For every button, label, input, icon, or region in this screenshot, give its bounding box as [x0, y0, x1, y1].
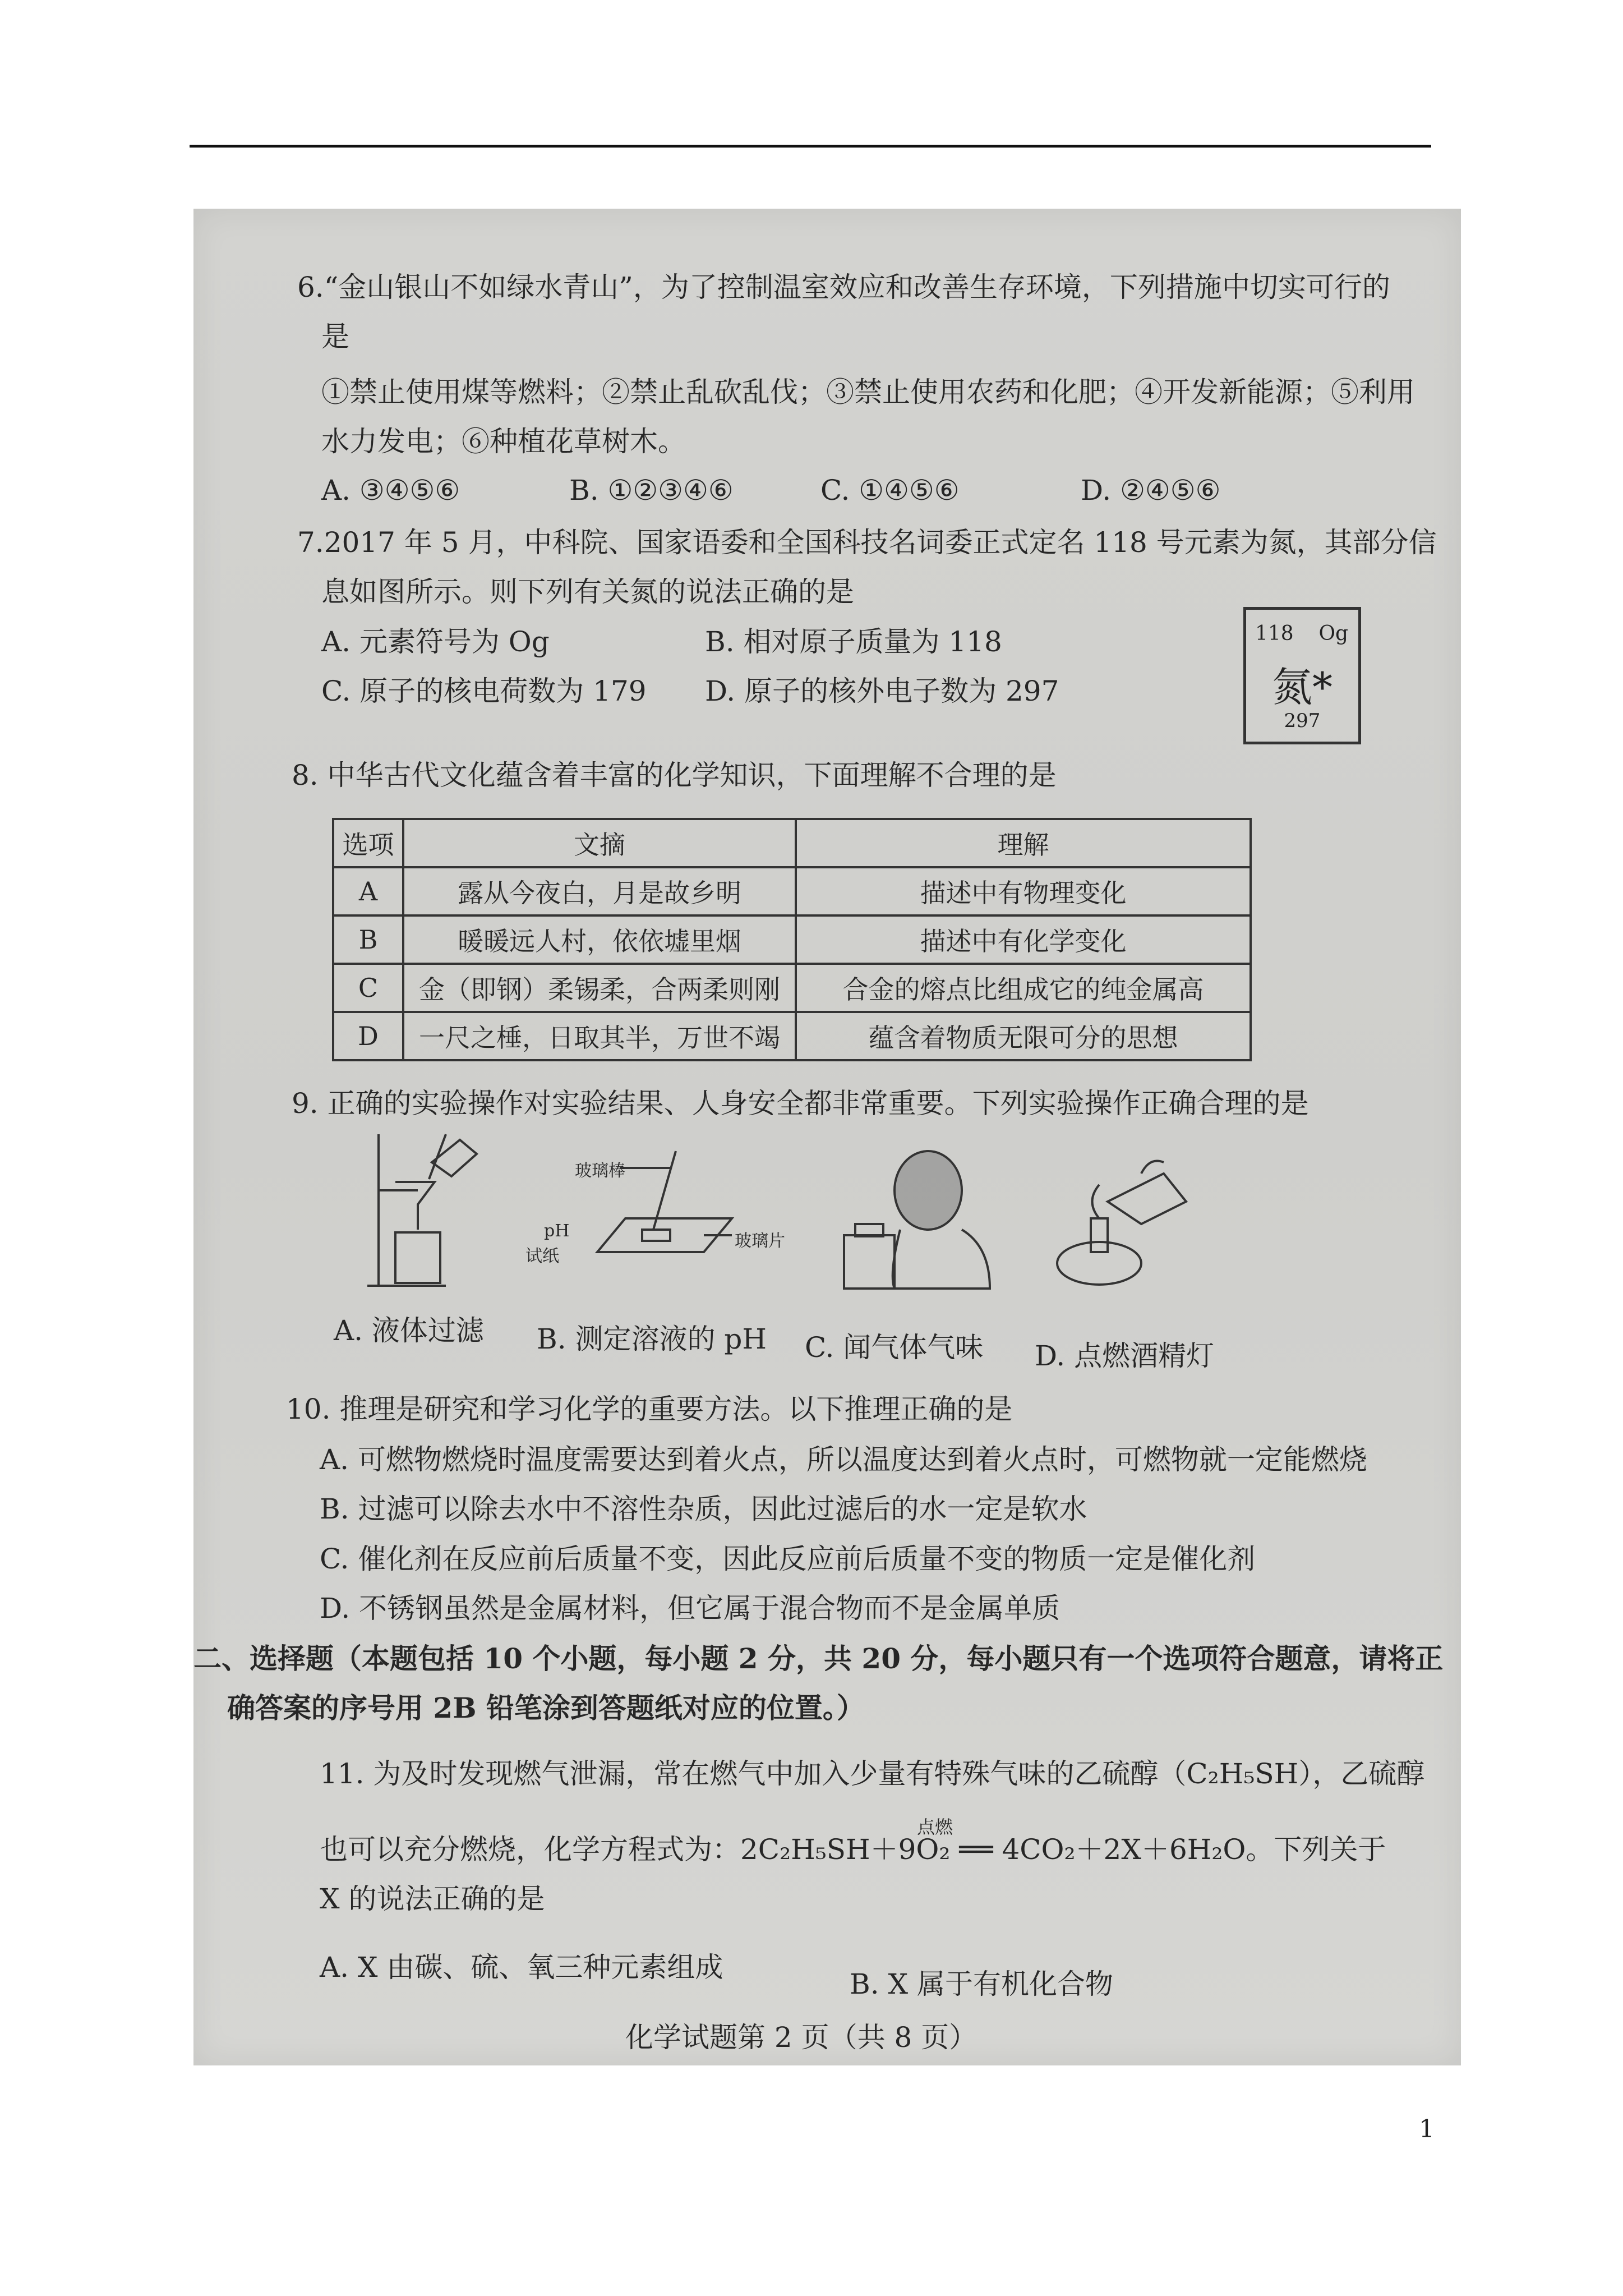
table-header: 文摘 [403, 819, 796, 867]
q6-line2: 是 [321, 320, 349, 353]
element-number: 118 [1255, 622, 1294, 645]
q6-line1: 6.“金山银山不如绿水青山”，为了控制温室效应和改善生存环境，下列措施中切实可行的 [297, 271, 1390, 303]
q6-line3: ①禁止使用煤等燃料；②禁止乱砍乱伐；③禁止使用农药和化肥；④开发新能源；⑤利用 [321, 376, 1415, 408]
smelling-gas-illustration [833, 1140, 995, 1291]
glass-rod-label: 玻璃棒 [575, 1161, 625, 1181]
q9-caption-b: B. 测定溶液的 pH [537, 1323, 767, 1355]
alcohol-lamp-illustration [1052, 1151, 1203, 1291]
photo-footer: 化学试题第 2 页（共 8 页） [625, 2021, 978, 2054]
q11-line1: 11. 为及时发现燃气泄漏，常在燃气中加入少量有特殊气味的乙硫醇（C₂H₅SH），乙硫醇 [320, 1757, 1425, 1790]
element-symbol: Og [1318, 622, 1348, 645]
table-header: 选项 [333, 819, 403, 867]
q6-option-c: C. ①④⑤⑥ [820, 474, 960, 507]
scanned-exam-photo [193, 209, 1461, 2065]
table-header-row [333, 819, 1251, 867]
q9-caption-d: D. 点燃酒精灯 [1035, 1340, 1215, 1372]
q11-line3: X 的说法正确的是 [320, 1883, 545, 1915]
q11-line2: 也可以充分燃烧，化学方程式为：2C₂H₅SH＋9O₂ ══ 4CO₂＋2X＋6H₂O。下列关于 [320, 1833, 1386, 1866]
table-cell: B [333, 915, 403, 964]
table-header: 理解 [796, 819, 1251, 867]
table-row [333, 964, 1251, 1012]
q9-caption-c: C. 闻气体气味 [805, 1331, 984, 1364]
q10-stem: 10. 推理是研究和学习化学的重要方法。以下推理正确的是 [286, 1393, 1013, 1425]
q9-stem: 9. 正确的实验操作对实验结果、人身安全都非常重要。下列实验操作正确合理的是 [292, 1087, 1309, 1120]
q10-option-c: C. 催化剂在反应前后质量不变，因此反应前后质量不变的物质一定是催化剂 [320, 1543, 1256, 1575]
filtration-apparatus-illustration [362, 1129, 485, 1291]
table-row [333, 915, 1251, 964]
q11-reaction-condition: 点燃 [917, 1816, 953, 1838]
q7-option-d: D. 原子的核外电子数为 297 [705, 675, 1059, 707]
glass-slide-label: 玻璃片 [735, 1231, 785, 1251]
table-cell: 一尺之棰，日取其半，万世不竭 [403, 1012, 796, 1060]
q7-option-c: C. 原子的核电荷数为 179 [321, 675, 647, 707]
element-card [1243, 607, 1361, 744]
section2-line1: 二、选择题（本题包括 10 个小题，每小题 2 分，共 20 分，每小题只有一个选项符合题意，请将正 [193, 1642, 1444, 1675]
table-cell: 金（即钢）柔锡柔，合两柔则刚 [403, 964, 796, 1012]
q10-option-b: B. 过滤可以除去水中不溶性杂质，因此过滤后的水一定是软水 [320, 1493, 1087, 1525]
table-row [333, 1012, 1251, 1060]
q7-option-b: B. 相对原子质量为 118 [705, 625, 1002, 658]
ph-paper-label-2: 试纸 [525, 1246, 559, 1266]
table-row [333, 867, 1251, 915]
table-cell: 合金的熔点比组成它的纯金属高 [796, 964, 1251, 1012]
section2-line2: 确答案的序号用 2B 铅笔涂到答题纸对应的位置。） [227, 1691, 865, 1724]
element-mass: 297 [1284, 710, 1321, 732]
table-cell: C [333, 964, 403, 1012]
q8-table [332, 818, 1252, 1061]
q11-option-b: B. X 属于有机化合物 [850, 1968, 1114, 2000]
q9-caption-a: A. 液体过滤 [334, 1314, 484, 1347]
table-cell: 暖暖远人村，依依墟里烟 [403, 915, 796, 964]
table-cell: 露从今夜白，月是故乡明 [403, 867, 796, 915]
q8-stem: 8. 中华古代文化蕴含着丰富的化学知识，下面理解不合理的是 [292, 759, 1057, 792]
q7-option-a: A. 元素符号为 Og [321, 625, 550, 658]
table-cell: 描述中有物理变化 [796, 867, 1251, 915]
q7-line2: 息如图所示。则下列有关氮的说法正确的是 [321, 576, 854, 608]
ph-paper-label: pH [544, 1221, 570, 1241]
q6-option-b: B. ①②③④⑥ [569, 474, 734, 507]
q6-option-a: A. ③④⑤⑥ [321, 474, 460, 507]
q10-option-d: D. 不锈钢虽然是金属材料，但它属于混合物而不是金属单质 [320, 1592, 1061, 1625]
element-name: 氮* [1271, 664, 1332, 711]
q6-option-d: D. ②④⑤⑥ [1081, 474, 1221, 507]
header-rule [190, 145, 1431, 148]
table-cell: D [333, 1012, 403, 1060]
table-cell: 蕴含着物质无限可分的思想 [796, 1012, 1251, 1060]
q7-line1: 7.2017 年 5 月，中科院、国家语委和全国科技名词委正式定名 118 号元素为氮，其部分信 [297, 526, 1437, 559]
q11-option-a: A. X 由碳、硫、氧三种元素组成 [320, 1951, 723, 1984]
table-cell: 描述中有化学变化 [796, 915, 1251, 964]
q10-option-a: A. 可燃物燃烧时温度需要达到着火点，所以温度达到着火点时，可燃物就一定能燃烧 [320, 1443, 1367, 1476]
page-number: 1 [1419, 2115, 1435, 2143]
table-cell: A [333, 867, 403, 915]
q6-line4: 水力发电；⑥种植花草树木。 [321, 425, 686, 458]
